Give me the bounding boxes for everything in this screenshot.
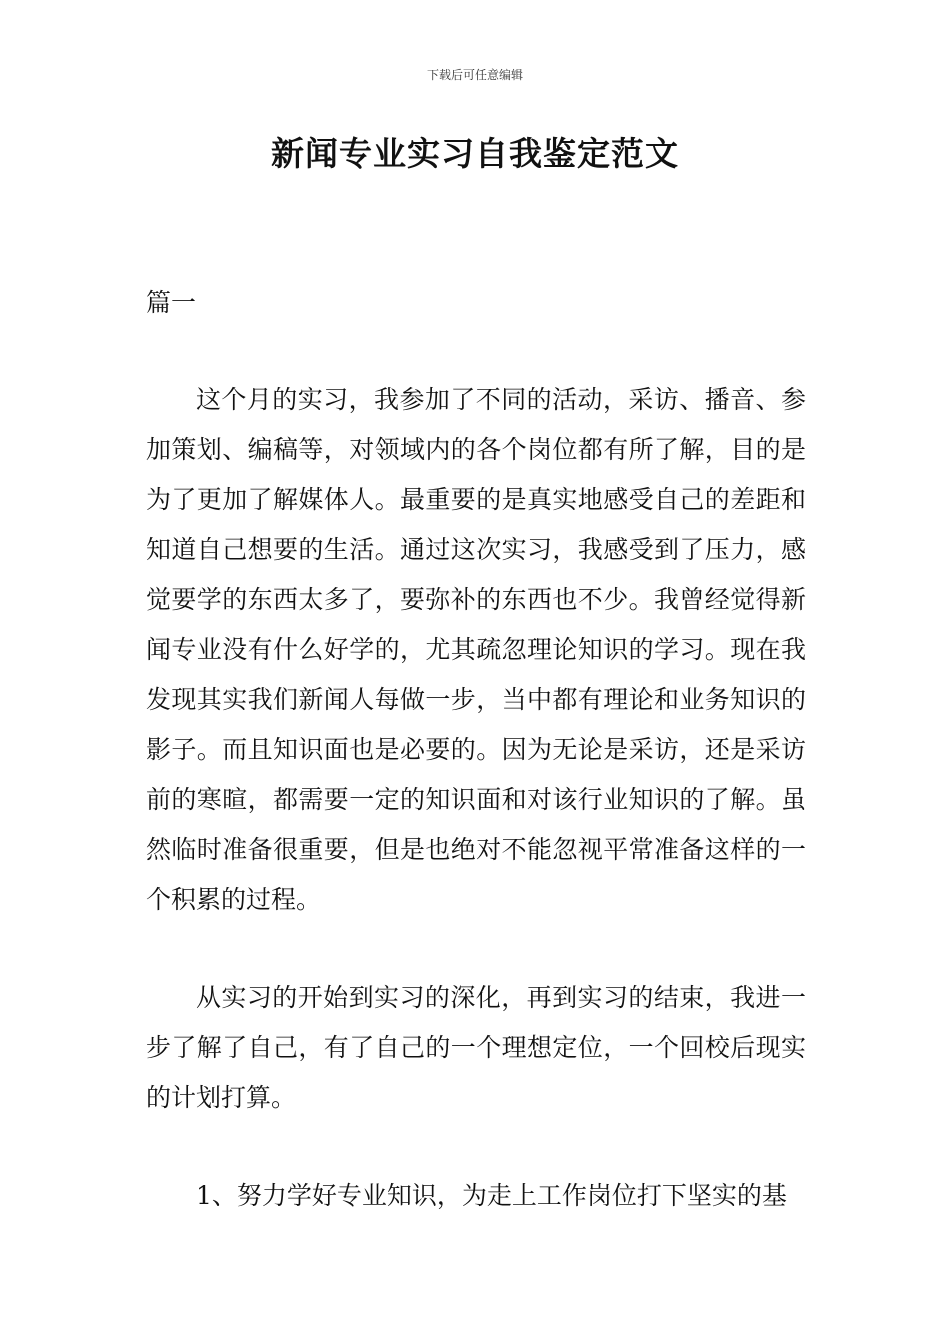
paragraph-1: 这个月的实习，我参加了不同的活动，采访、播音、参加策划、编稿等，对领域内的各个岗位都有所了解，目的是为了更加了解媒体人。最重要的是真实地感受自己的差距和知道自己想要的生活。通过这次实习，我感受到了压力，感觉要学的东西太多了，要弥补的东西也不少。我曾经觉得新闻专业没有什么好学的，尤其疏忽理论知识的学习。现在我发现其实我们新闻人每做一步，当中都有理论和业务知识的影子。而且知识面也是必要的。因为无论是采访，还是采访前的寒暄，都需要一定的知识面和对该行业知识的了解。虽然临时准备很重要，但是也绝对不能忽视平常准备这样的一个积累的过程。 bbox=[146, 385, 806, 914]
section-heading: 篇一 bbox=[146, 288, 197, 317]
document-title: 新闻专业实习自我鉴定范文 bbox=[271, 134, 679, 173]
header-note: 下载后可任意编辑 bbox=[426, 68, 523, 82]
paragraph-3: 1、努力学好专业知识，为走上工作岗位打下坚实的基 bbox=[196, 1181, 787, 1210]
paragraph-2: 从实习的开始到实习的深化，再到实习的结束，我进一步了解了自己，有了自己的一个理想定位，一个回校后现实的计划打算。 bbox=[146, 983, 806, 1112]
